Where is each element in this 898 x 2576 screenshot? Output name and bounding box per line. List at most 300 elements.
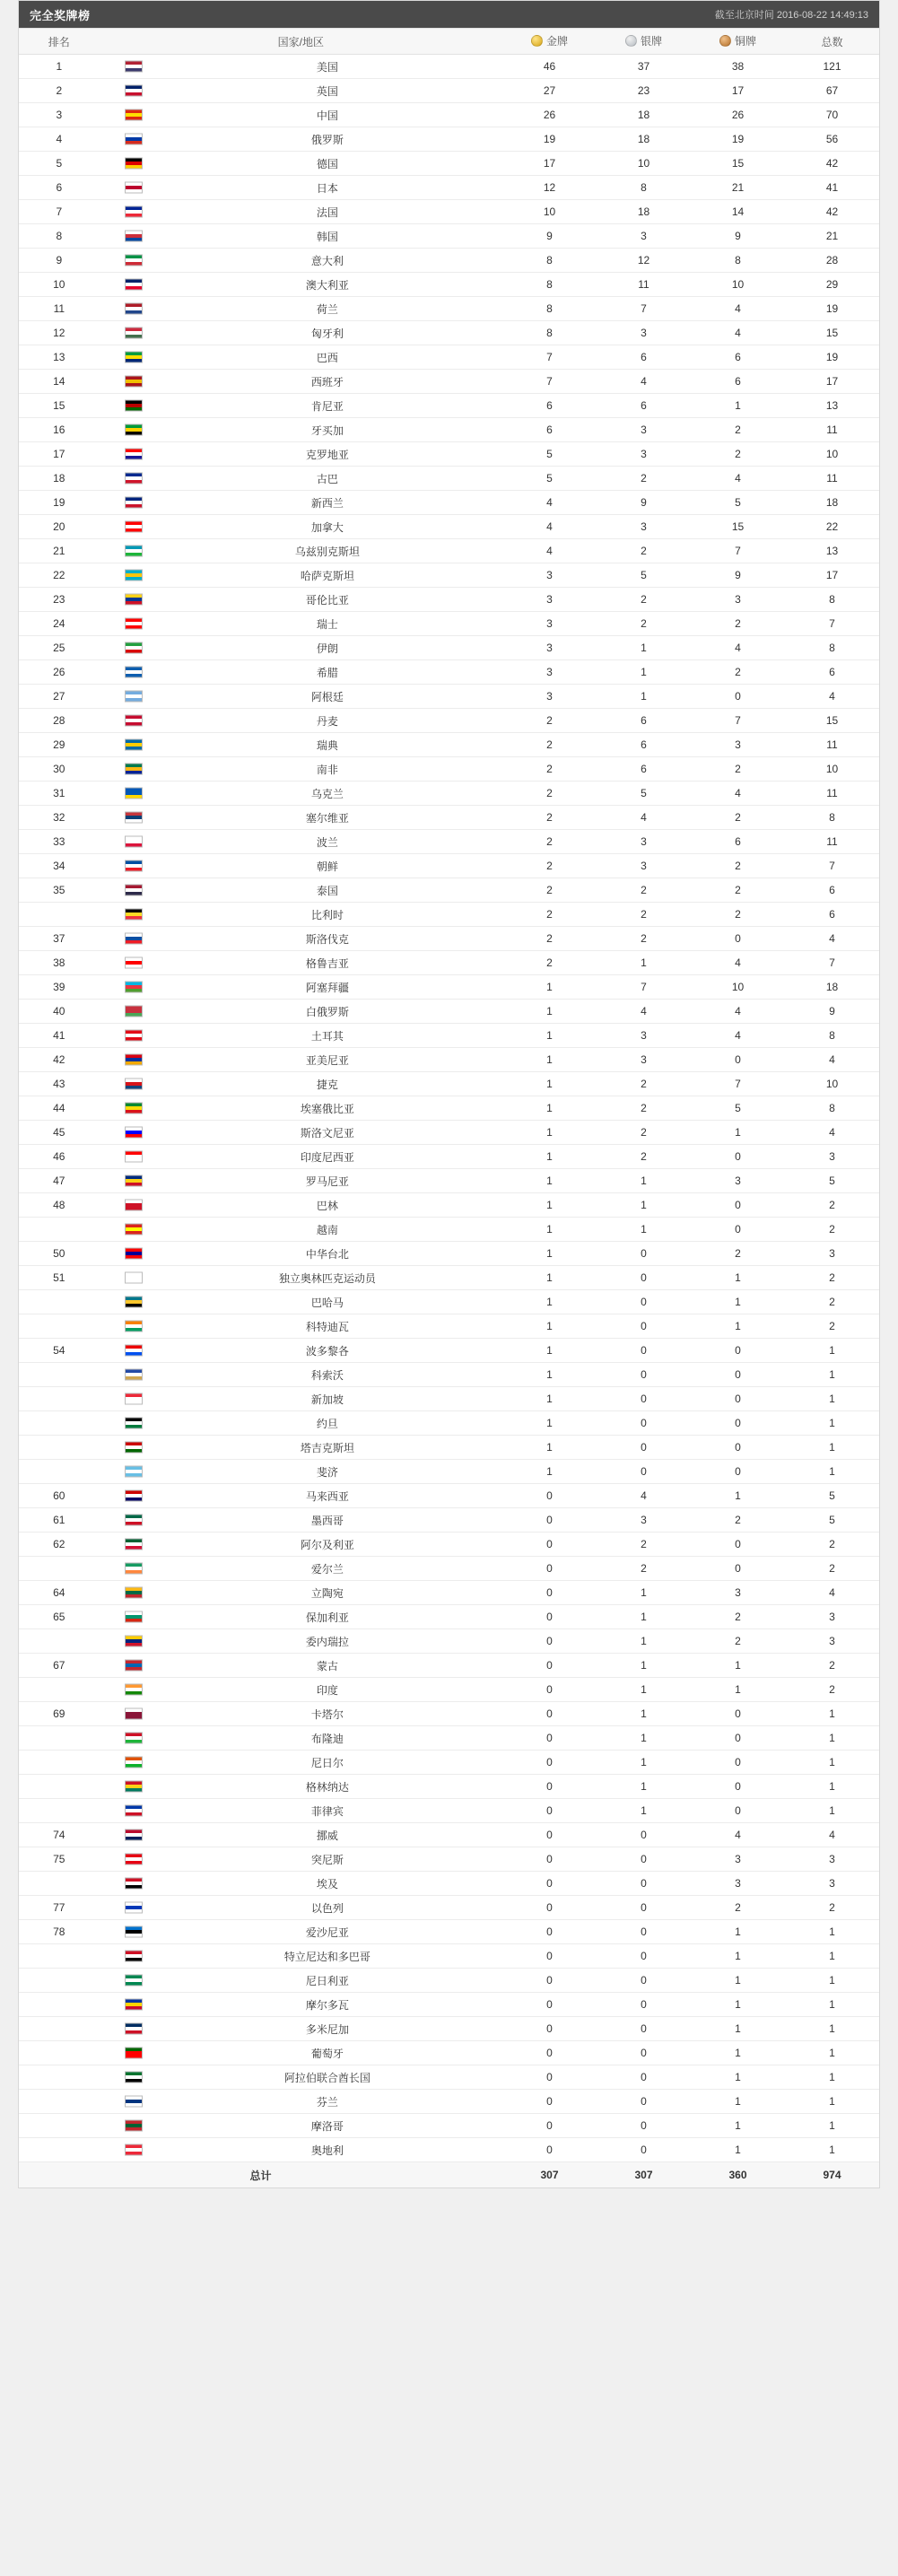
- country-name: 新西兰: [310, 496, 344, 510]
- row-country[interactable]: [100, 2114, 502, 2138]
- row-country[interactable]: [100, 1847, 502, 1872]
- row-rank: 60: [19, 1484, 100, 1508]
- row-country[interactable]: [100, 951, 502, 975]
- row-total: 1: [785, 1944, 879, 1969]
- table-row[interactable]: [19, 321, 879, 345]
- row-gold: 0: [502, 1581, 597, 1605]
- row-bronze: 0: [691, 1702, 785, 1726]
- table-row[interactable]: [19, 2090, 879, 2114]
- table-row[interactable]: [19, 394, 879, 418]
- row-country[interactable]: [100, 709, 502, 733]
- country-flag-icon: [125, 1418, 143, 1429]
- row-country[interactable]: [100, 660, 502, 685]
- row-country[interactable]: [100, 1484, 502, 1508]
- row-country[interactable]: [100, 1460, 502, 1484]
- row-country[interactable]: [100, 733, 502, 757]
- table-row[interactable]: [19, 854, 879, 878]
- row-country[interactable]: [100, 563, 502, 588]
- row-gold: 1: [502, 1048, 597, 1072]
- country-flag-icon: [125, 691, 143, 703]
- row-country[interactable]: [100, 273, 502, 297]
- table-row[interactable]: [19, 951, 879, 975]
- table-row[interactable]: [19, 370, 879, 394]
- table-row[interactable]: [19, 1969, 879, 1993]
- row-country[interactable]: [100, 854, 502, 878]
- row-silver: 18: [597, 103, 691, 127]
- row-country[interactable]: [100, 321, 502, 345]
- country-flag-icon: [125, 1539, 143, 1550]
- row-silver: 23: [597, 79, 691, 103]
- row-country[interactable]: [100, 1387, 502, 1411]
- row-rank: 30: [19, 757, 100, 782]
- country-name: 斯洛文尼亚: [300, 1126, 354, 1140]
- row-silver: 1: [597, 1799, 691, 1823]
- row-country[interactable]: [100, 975, 502, 1000]
- table-row[interactable]: [19, 1702, 879, 1726]
- row-bronze: 0: [691, 1726, 785, 1751]
- table-row[interactable]: [19, 249, 879, 273]
- row-rank: 67: [19, 1654, 100, 1678]
- table-row[interactable]: [19, 1121, 879, 1145]
- row-country[interactable]: [100, 1266, 502, 1290]
- table-row[interactable]: [19, 1726, 879, 1751]
- table-row[interactable]: [19, 975, 879, 1000]
- row-gold: 4: [502, 539, 597, 563]
- table-row[interactable]: [19, 830, 879, 854]
- row-bronze: 3: [691, 1872, 785, 1896]
- row-country[interactable]: [100, 127, 502, 152]
- row-bronze: 38: [691, 55, 785, 79]
- row-country[interactable]: [100, 1896, 502, 1920]
- row-gold: 0: [502, 1751, 597, 1775]
- table-row[interactable]: [19, 1072, 879, 1096]
- table-row[interactable]: [19, 2041, 879, 2065]
- country-name: 波兰: [316, 835, 338, 849]
- row-gold: 0: [502, 1605, 597, 1629]
- row-country[interactable]: [100, 1218, 502, 1242]
- row-rank: 20: [19, 515, 100, 539]
- row-total: 15: [785, 709, 879, 733]
- row-silver: 0: [597, 1387, 691, 1411]
- table-row[interactable]: [19, 1000, 879, 1024]
- table-row[interactable]: [19, 1581, 879, 1605]
- table-row[interactable]: [19, 1823, 879, 1847]
- row-country[interactable]: [100, 903, 502, 927]
- row-country[interactable]: [100, 103, 502, 127]
- country-name: 格林纳达: [305, 1780, 349, 1794]
- table-row[interactable]: [19, 442, 879, 467]
- table-row[interactable]: [19, 1896, 879, 1920]
- country-name: 瑞典: [316, 738, 338, 752]
- row-country[interactable]: [100, 491, 502, 515]
- row-rank: 41: [19, 1024, 100, 1048]
- table-row[interactable]: [19, 733, 879, 757]
- row-total: 10: [785, 442, 879, 467]
- row-country[interactable]: [100, 55, 502, 79]
- row-bronze: 1: [691, 1484, 785, 1508]
- row-total: 19: [785, 345, 879, 370]
- country-flag-icon: [125, 1369, 143, 1381]
- row-gold: 8: [502, 321, 597, 345]
- row-rank: 38: [19, 951, 100, 975]
- table-row[interactable]: [19, 491, 879, 515]
- row-country[interactable]: [100, 1702, 502, 1726]
- row-gold: 5: [502, 467, 597, 491]
- row-bronze: 3: [691, 1169, 785, 1193]
- row-country[interactable]: [100, 1121, 502, 1145]
- row-country[interactable]: [100, 1799, 502, 1823]
- table-row[interactable]: [19, 273, 879, 297]
- row-country[interactable]: [100, 1290, 502, 1314]
- row-bronze: 1: [691, 1290, 785, 1314]
- row-country[interactable]: [100, 1508, 502, 1533]
- table-row[interactable]: [19, 1847, 879, 1872]
- row-country[interactable]: [100, 79, 502, 103]
- row-gold: 1: [502, 1290, 597, 1314]
- row-country[interactable]: [100, 2138, 502, 2162]
- row-country[interactable]: [100, 515, 502, 539]
- row-country[interactable]: [100, 830, 502, 854]
- table-row[interactable]: [19, 1096, 879, 1121]
- table-row[interactable]: [19, 1484, 879, 1508]
- row-country[interactable]: [100, 1872, 502, 1896]
- row-country[interactable]: [100, 2065, 502, 2090]
- column-header-silver[interactable]: [597, 29, 691, 55]
- table-row[interactable]: [19, 1872, 879, 1896]
- row-silver: 1: [597, 1702, 691, 1726]
- row-bronze: 0: [691, 1145, 785, 1169]
- table-row[interactable]: [19, 612, 879, 636]
- row-country[interactable]: [100, 297, 502, 321]
- row-country[interactable]: [100, 1242, 502, 1266]
- column-header-rank[interactable]: 排名: [19, 29, 100, 55]
- row-country[interactable]: [100, 757, 502, 782]
- row-country[interactable]: [100, 370, 502, 394]
- row-country[interactable]: [100, 539, 502, 563]
- row-bronze: 0: [691, 685, 785, 709]
- table-row[interactable]: [19, 927, 879, 951]
- row-country[interactable]: [100, 1072, 502, 1096]
- table-row[interactable]: [19, 176, 879, 200]
- table-row[interactable]: [19, 685, 879, 709]
- table-row[interactable]: [19, 79, 879, 103]
- table-row[interactable]: [19, 878, 879, 903]
- column-header-total[interactable]: 总数: [785, 29, 879, 55]
- country-flag-icon: [125, 1636, 143, 1647]
- table-row[interactable]: [19, 1169, 879, 1193]
- row-bronze: 6: [691, 830, 785, 854]
- row-gold: 46: [502, 55, 597, 79]
- row-gold: 1: [502, 1000, 597, 1024]
- row-country[interactable]: [100, 685, 502, 709]
- table-row[interactable]: [19, 1920, 879, 1944]
- row-silver: 2: [597, 1557, 691, 1581]
- row-country[interactable]: [100, 927, 502, 951]
- row-gold: 2: [502, 757, 597, 782]
- row-country[interactable]: [100, 1363, 502, 1387]
- country-flag-icon: [125, 860, 143, 872]
- row-bronze: 14: [691, 200, 785, 224]
- table-row[interactable]: [19, 1339, 879, 1363]
- row-country[interactable]: [100, 1557, 502, 1581]
- table-row[interactable]: [19, 1751, 879, 1775]
- row-silver: 5: [597, 563, 691, 588]
- row-country[interactable]: [100, 1000, 502, 1024]
- table-row[interactable]: [19, 103, 879, 127]
- table-row[interactable]: [19, 1557, 879, 1581]
- table-row[interactable]: [19, 1387, 879, 1411]
- row-total: 2: [785, 1896, 879, 1920]
- country-flag-icon: [125, 1515, 143, 1526]
- row-rank: 78: [19, 1920, 100, 1944]
- row-country[interactable]: [100, 1096, 502, 1121]
- table-row[interactable]: [19, 55, 879, 79]
- row-country[interactable]: [100, 200, 502, 224]
- table-row[interactable]: [19, 1024, 879, 1048]
- table-row[interactable]: [19, 1460, 879, 1484]
- country-name: 乌兹别克斯坦: [294, 545, 360, 558]
- row-rank: [19, 1678, 100, 1702]
- row-silver: 1: [597, 951, 691, 975]
- table-row[interactable]: [19, 1799, 879, 1823]
- row-country[interactable]: [100, 1993, 502, 2017]
- row-silver: 8: [597, 176, 691, 200]
- row-country[interactable]: [100, 467, 502, 491]
- country-name: 阿尔及利亚: [300, 1538, 354, 1551]
- table-row[interactable]: [19, 1436, 879, 1460]
- table-row[interactable]: [19, 1314, 879, 1339]
- country-name: 尼日尔: [310, 1756, 344, 1769]
- country-name: 爱沙尼亚: [305, 1925, 349, 1939]
- row-gold: 8: [502, 249, 597, 273]
- table-row[interactable]: [19, 563, 879, 588]
- row-country[interactable]: [100, 394, 502, 418]
- row-country[interactable]: [100, 1411, 502, 1436]
- row-country[interactable]: [100, 1969, 502, 1993]
- row-country[interactable]: [100, 1314, 502, 1339]
- table-row[interactable]: [19, 467, 879, 491]
- row-gold: 1: [502, 1436, 597, 1460]
- column-header-gold-label: 金牌: [546, 35, 569, 48]
- table-row[interactable]: [19, 806, 879, 830]
- row-country[interactable]: [100, 1436, 502, 1460]
- row-country[interactable]: [100, 1581, 502, 1605]
- table-row[interactable]: [19, 1193, 879, 1218]
- row-country[interactable]: [100, 1605, 502, 1629]
- row-silver: 0: [597, 1266, 691, 1290]
- table-row[interactable]: [19, 1411, 879, 1436]
- row-bronze: 2: [691, 1896, 785, 1920]
- row-country[interactable]: [100, 1726, 502, 1751]
- row-country[interactable]: [100, 878, 502, 903]
- row-country[interactable]: [100, 2090, 502, 2114]
- row-total: 11: [785, 733, 879, 757]
- row-country[interactable]: [100, 1751, 502, 1775]
- row-country[interactable]: [100, 1193, 502, 1218]
- row-rank: 9: [19, 249, 100, 273]
- table-row[interactable]: [19, 709, 879, 733]
- country-flag-icon: [125, 1975, 143, 1987]
- row-country[interactable]: [100, 1629, 502, 1654]
- row-silver: 1: [597, 1654, 691, 1678]
- table-row[interactable]: [19, 418, 879, 442]
- country-flag-icon: [125, 1030, 143, 1042]
- table-row[interactable]: [19, 1678, 879, 1702]
- row-rank: [19, 1436, 100, 1460]
- row-country[interactable]: [100, 345, 502, 370]
- row-total: 1: [785, 1339, 879, 1363]
- table-row[interactable]: [19, 2017, 879, 2041]
- table-row[interactable]: [19, 1363, 879, 1387]
- table-row[interactable]: [19, 1629, 879, 1654]
- table-row[interactable]: [19, 515, 879, 539]
- row-country[interactable]: [100, 1654, 502, 1678]
- row-country[interactable]: [100, 152, 502, 176]
- row-country[interactable]: [100, 2017, 502, 2041]
- row-country[interactable]: [100, 1339, 502, 1363]
- country-name: 摩尔多瓦: [305, 1998, 349, 2012]
- row-silver: 2: [597, 1096, 691, 1121]
- country-flag-icon: [125, 570, 143, 581]
- row-gold: 0: [502, 1775, 597, 1799]
- table-row[interactable]: [19, 127, 879, 152]
- row-country[interactable]: [100, 418, 502, 442]
- row-total: 11: [785, 782, 879, 806]
- row-silver: 7: [597, 297, 691, 321]
- page-title: 完全奖牌榜: [30, 8, 91, 22]
- row-total: 41: [785, 176, 879, 200]
- country-flag-icon: [125, 1224, 143, 1236]
- table-row[interactable]: [19, 1775, 879, 1799]
- country-flag-icon: [125, 497, 143, 509]
- row-country[interactable]: [100, 2041, 502, 2065]
- row-bronze: 1: [691, 394, 785, 418]
- row-silver: 6: [597, 709, 691, 733]
- row-bronze: 6: [691, 370, 785, 394]
- row-total: 1: [785, 1387, 879, 1411]
- table-row[interactable]: [19, 2138, 879, 2162]
- country-name: 新加坡: [310, 1393, 344, 1406]
- row-silver: 3: [597, 321, 691, 345]
- row-gold: 1: [502, 1339, 597, 1363]
- table-row[interactable]: [19, 660, 879, 685]
- table-row[interactable]: [19, 1654, 879, 1678]
- row-rank: 37: [19, 927, 100, 951]
- row-country[interactable]: [100, 612, 502, 636]
- table-row[interactable]: [19, 757, 879, 782]
- row-country[interactable]: [100, 1533, 502, 1557]
- table-row[interactable]: [19, 200, 879, 224]
- table-row[interactable]: [19, 588, 879, 612]
- row-country[interactable]: [100, 176, 502, 200]
- table-row[interactable]: [19, 2065, 879, 2090]
- country-name: 多米尼加: [305, 2022, 349, 2036]
- table-row[interactable]: [19, 1290, 879, 1314]
- row-silver: 2: [597, 467, 691, 491]
- table-row[interactable]: [19, 1242, 879, 1266]
- table-row[interactable]: [19, 539, 879, 563]
- row-country[interactable]: [100, 442, 502, 467]
- table-row[interactable]: [19, 903, 879, 927]
- row-bronze: 0: [691, 1411, 785, 1436]
- row-country[interactable]: [100, 636, 502, 660]
- row-country[interactable]: [100, 1775, 502, 1799]
- row-bronze: 7: [691, 539, 785, 563]
- table-row[interactable]: [19, 1048, 879, 1072]
- table-row[interactable]: [19, 1605, 879, 1629]
- table-row[interactable]: [19, 152, 879, 176]
- column-header-bronze[interactable]: [691, 29, 785, 55]
- row-rank: 64: [19, 1581, 100, 1605]
- row-country[interactable]: [100, 1145, 502, 1169]
- row-total: 2: [785, 1218, 879, 1242]
- table-row[interactable]: [19, 345, 879, 370]
- table-row[interactable]: [19, 1508, 879, 1533]
- table-row[interactable]: [19, 224, 879, 249]
- row-gold: 0: [502, 1678, 597, 1702]
- row-country[interactable]: [100, 588, 502, 612]
- column-header-gold[interactable]: [502, 29, 597, 55]
- row-country[interactable]: [100, 249, 502, 273]
- row-country[interactable]: [100, 1920, 502, 1944]
- row-bronze: 2: [691, 1242, 785, 1266]
- table-row[interactable]: [19, 2114, 879, 2138]
- row-silver: 3: [597, 515, 691, 539]
- table-row[interactable]: [19, 636, 879, 660]
- row-total: 4: [785, 927, 879, 951]
- table-row[interactable]: [19, 297, 879, 321]
- table-row[interactable]: [19, 782, 879, 806]
- row-gold: 1: [502, 1193, 597, 1218]
- row-silver: 0: [597, 1290, 691, 1314]
- row-silver: 0: [597, 1460, 691, 1484]
- row-country[interactable]: [100, 782, 502, 806]
- country-flag-icon: [125, 424, 143, 436]
- country-name: 乌克兰: [310, 787, 344, 800]
- row-bronze: 7: [691, 1072, 785, 1096]
- country-name: 朝鲜: [316, 860, 338, 873]
- row-country[interactable]: [100, 1823, 502, 1847]
- row-total: 1: [785, 1920, 879, 1944]
- row-country[interactable]: [100, 1944, 502, 1969]
- table-row[interactable]: [19, 1993, 879, 2017]
- table-row[interactable]: [19, 1145, 879, 1169]
- table-row[interactable]: [19, 1218, 879, 1242]
- column-header-country[interactable]: 国家/地区: [100, 29, 502, 55]
- row-country[interactable]: [100, 1678, 502, 1702]
- row-gold: 1: [502, 1121, 597, 1145]
- row-bronze: 19: [691, 127, 785, 152]
- row-country[interactable]: [100, 1024, 502, 1048]
- country-name: 韩国: [316, 230, 338, 243]
- row-total: 4: [785, 685, 879, 709]
- row-rank: 77: [19, 1896, 100, 1920]
- row-country[interactable]: [100, 1169, 502, 1193]
- row-gold: 0: [502, 1896, 597, 1920]
- row-country[interactable]: [100, 1048, 502, 1072]
- row-country[interactable]: [100, 806, 502, 830]
- row-country[interactable]: [100, 224, 502, 249]
- country-flag-icon: [125, 134, 143, 145]
- row-rank: [19, 1775, 100, 1799]
- table-row[interactable]: [19, 1533, 879, 1557]
- table-row[interactable]: [19, 1266, 879, 1290]
- row-bronze: 4: [691, 1024, 785, 1048]
- row-silver: 0: [597, 1411, 691, 1436]
- row-bronze: 3: [691, 1847, 785, 1872]
- row-rank: [19, 2041, 100, 2065]
- table-row[interactable]: [19, 1944, 879, 1969]
